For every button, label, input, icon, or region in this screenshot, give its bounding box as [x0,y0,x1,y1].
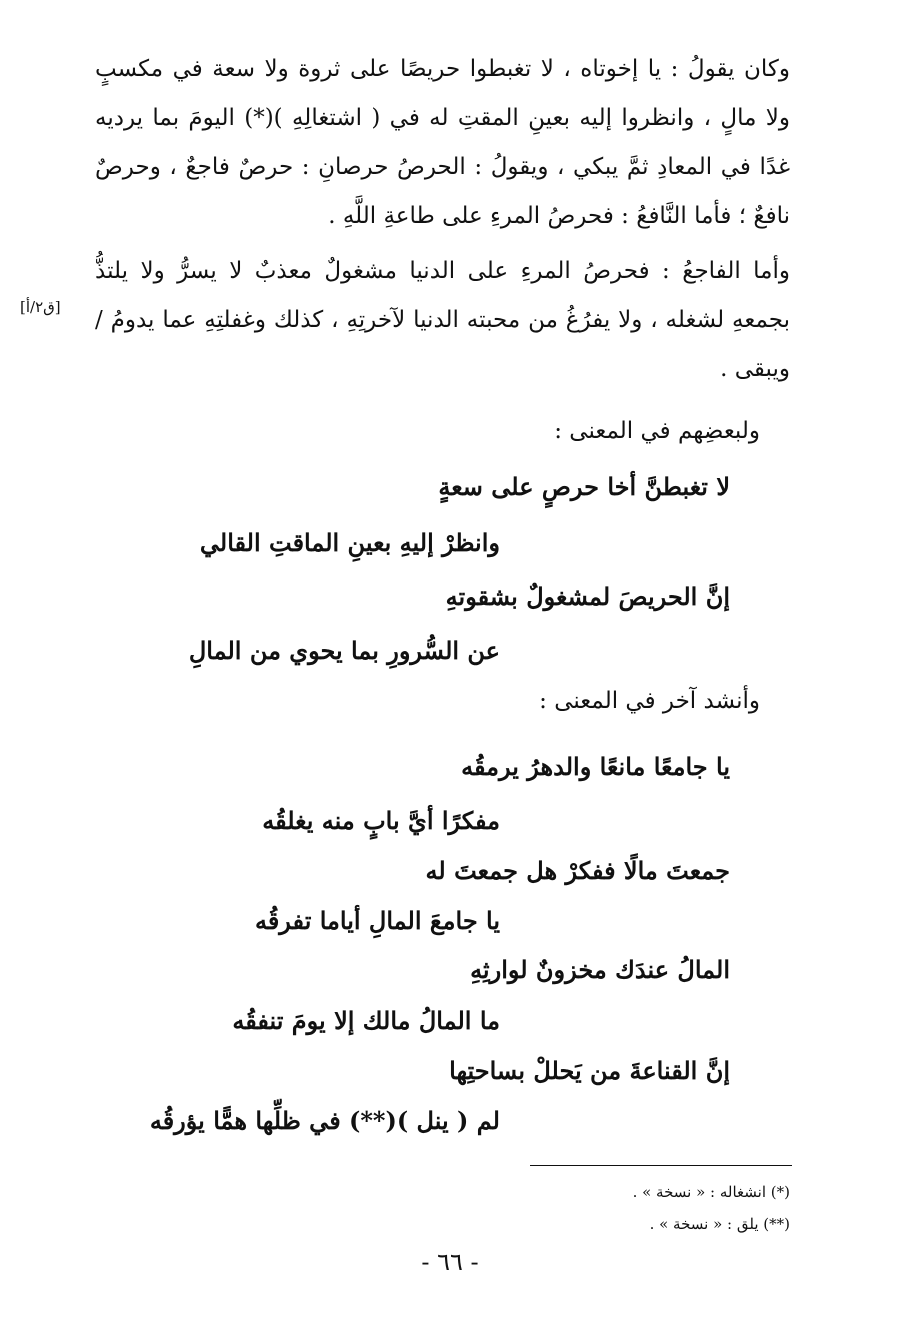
footnote-1: (*) انشغاله : « نسخة » . [632,1183,790,1201]
manuscript-folio-marker: [ق٢/أ] [20,298,61,316]
poem-2-intro: وأنشد آخر في المعنى : [539,688,760,714]
poem-2-verse-1: يا جامعًا مانعًا والدهرُ يرمقُه [461,752,730,781]
poem-2-verse-2: مفكرًا أيَّ بابٍ منه يغلقُه [262,806,500,835]
footnote-2: (**) يلق : « نسخة » . [649,1215,790,1233]
poem-2-verse-8: لم ( ينل )(**) في ظلِّها همًّا يؤرقُه [149,1106,500,1135]
footnote-divider [530,1165,792,1166]
poem-1-verse-3: إنَّ الحريصَ لمشغولٌ بشقوتهِ [445,582,730,611]
paragraph-2: وأما الفاجعُ : فحرصُ المرءِ على الدنيا مشغولٌ معذبٌ لا يسرُّ ولا يلتذُّ بجمعهِ لشغله ، ولا يفرُغُ من محبته الدنيا لآخرتِهِ ، كذلك وغفلتِهِ عما يدومُ / ويبقى . [95,258,790,382]
paragraph-1: وكان يقولُ : يا إخوتاه ، لا تغبطوا حريصًا على ثروة ولا سعة في مكسبٍ ولا مالٍ ، وانظروا إليه بعينِ المقتِ له في ( اشتغالِهِ )(*) اليومَ بما يرديه غدًا في المعادِ ثمَّ يبكي ، ويقولُ : الحرصُ حرصانِ : حرصٌ فاجعٌ ، وحرصٌ نافعٌ ؛ فأما النَّافعُ : فحرصُ المرءِ على طاعةِ اللَّهِ . [95,56,790,229]
poem-2-verse-7: إنَّ القناعةَ من يَحللْ بساحتِها [449,1056,730,1085]
poem-2-verse-6: ما المالُ مالك إلا يومَ تنفقُه [232,1006,500,1035]
poem-2-verse-4: يا جامعَ المالِ أياما تفرقُه [254,906,500,935]
poem-1-verse-2: وانظرْ إليهِ بعينِ الماقتِ القالي [199,528,500,557]
poem-1-verse-4: عن السُّرورِ بما يحوي من المالِ [188,636,500,665]
poem-1-intro: ولبعضِهم في المعنى : [554,418,760,444]
poem-1-verse-1: لا تغبطنَّ أخا حرصٍ على سعةٍ [438,472,730,501]
page-number: - ٦٦ - [421,1248,479,1276]
poem-2-verse-3: جمعتَ مالًا ففكرْ هل جمعتَ له [425,856,730,885]
poem-2-verse-5: المالُ عندَك مخزونٌ لوارثِهِ [470,955,730,984]
